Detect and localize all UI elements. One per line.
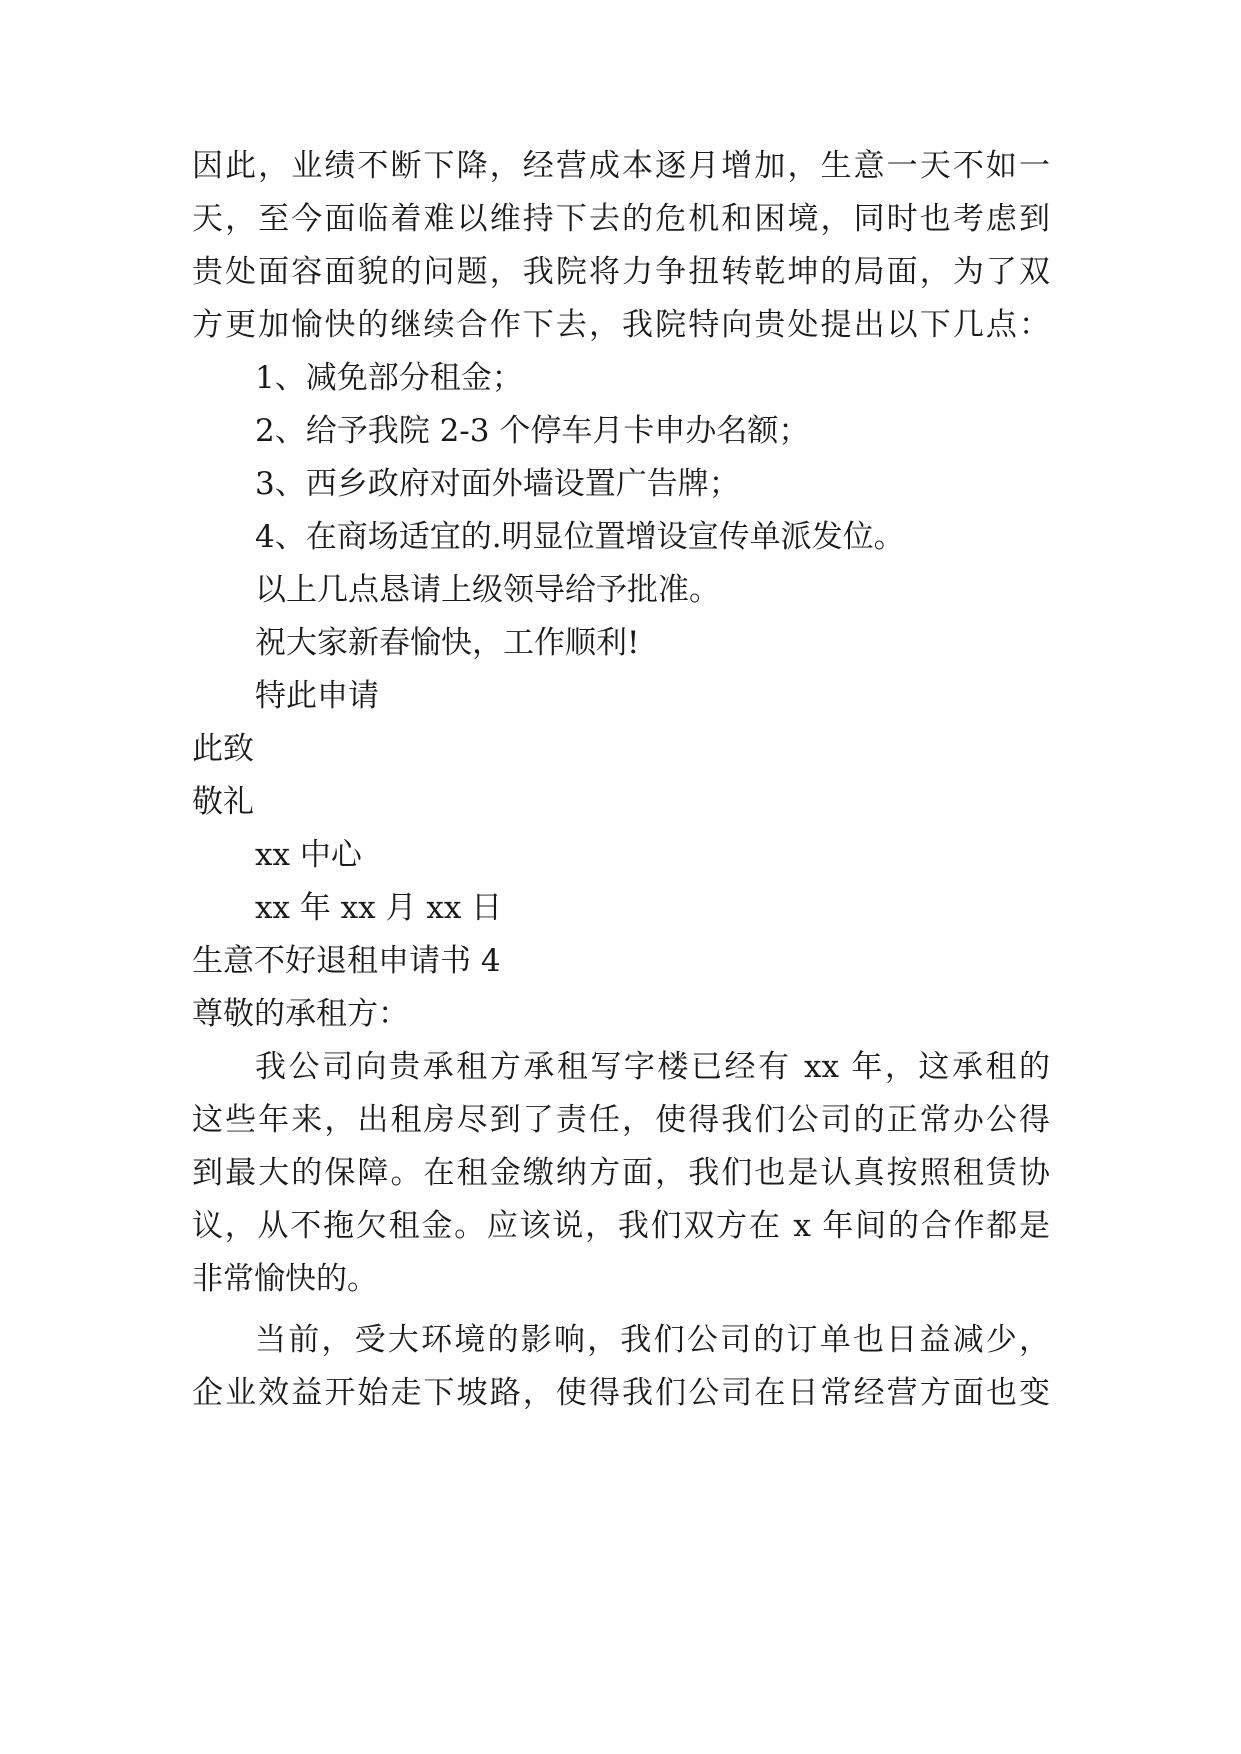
salutation-line: 此致 — [192, 731, 254, 767]
closing-line: 以上几点恳请上级领导给予批准。 — [255, 572, 720, 608]
request-item: 4、在商场适宜的.明显位置增设宣传单派发位。 — [255, 519, 905, 555]
closing-line: 特此申请 — [255, 678, 379, 714]
paragraph-line: 企业效益开始走下坡路，使得我们公司在日常经营方面也变 — [192, 1375, 1050, 1411]
paragraph-line: 贵处面容面貌的问题，我院将力争扭转乾坤的局面，为了双 — [192, 254, 1050, 290]
signature-org: xx 中心 — [255, 837, 362, 873]
paragraph-line: 这些年来，出租房尽到了责任，使得我们公司的正常办公得 — [192, 1102, 1050, 1138]
paragraph-line: 非常愉快的。 — [192, 1261, 378, 1297]
paragraph-line: 方更加愉快的继续合作下去，我院特向贵处提出以下几点： — [192, 307, 1050, 343]
addressee: 尊敬的承租方： — [192, 996, 409, 1032]
paragraph-line: 我公司向贵承租方承租写字楼已经有 xx 年，这承租的 — [255, 1049, 1050, 1085]
paragraph-line: 当前，受大环境的影响，我们公司的订单也日益减少， — [255, 1322, 1050, 1358]
closing-line: 祝大家新春愉快，工作顺利! — [255, 625, 640, 661]
request-item: 3、西乡政府对面外墙设置广告牌； — [255, 466, 740, 502]
request-item: 1、减免部分租金； — [255, 360, 523, 396]
signature-date: xx 年 xx 月 xx 日 — [255, 890, 503, 926]
request-item: 2、给予我院 2-3 个停车月卡申办名额； — [255, 413, 810, 449]
paragraph-line: 因此，业绩不断下降，经营成本逐月增加，生意一天不如一 — [192, 148, 1050, 184]
paragraph-line: 议，从不拖欠租金。应该说，我们双方在 x 年间的合作都是 — [192, 1208, 1050, 1244]
salutation-line: 敬礼 — [192, 784, 254, 820]
paragraph-line: 到最大的保障。在租金缴纳方面，我们也是认真按照租赁协 — [192, 1155, 1050, 1191]
paragraph-line: 天，至今面临着难以维持下去的危机和困境，同时也考虑到 — [192, 201, 1050, 237]
section-title: 生意不好退租申请书 4 — [192, 943, 501, 979]
